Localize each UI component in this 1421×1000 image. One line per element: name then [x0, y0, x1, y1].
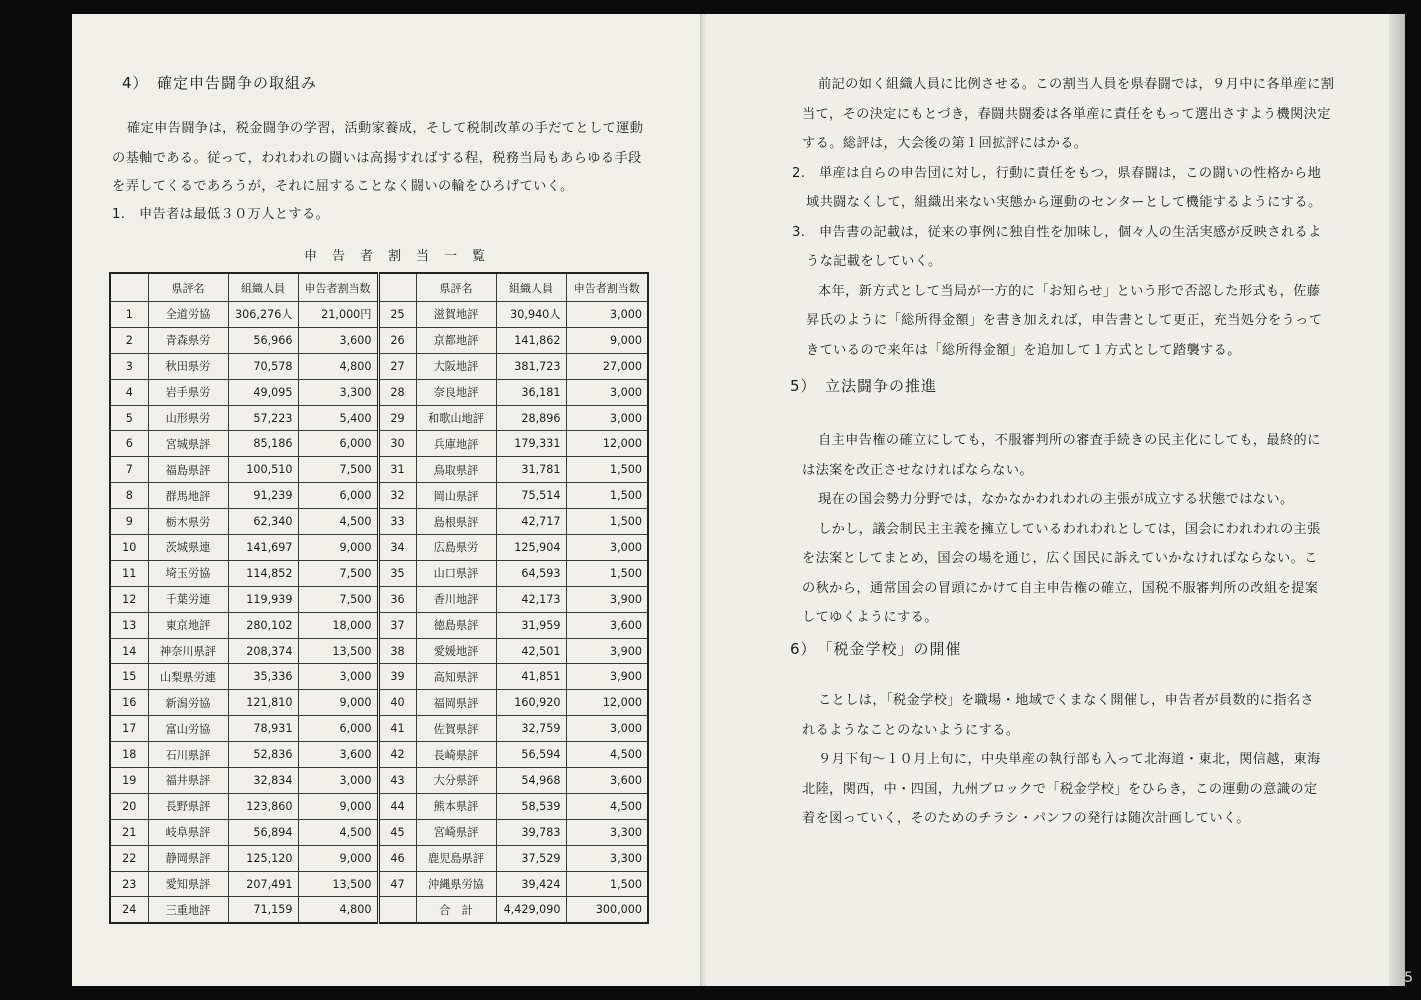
- members-count: 64,593: [496, 560, 566, 586]
- para-line: の基軸である。従って，われわれの闘いは高揚すればする程，税務当局もあらゆる手段: [112, 151, 642, 166]
- members-count: 30,940人: [496, 302, 566, 328]
- allocation-count: 3,300: [298, 379, 378, 405]
- members-count: 36,181: [496, 379, 566, 405]
- row-number: 43: [378, 768, 416, 794]
- table-row: [110, 509, 648, 535]
- org-name: 宮城県評: [148, 431, 228, 457]
- para-line: ９月下旬～１０月上旬に，中央単産の執行部も入って北海道・東北，関信越，東海: [818, 752, 1321, 767]
- allocation-count: 3,000: [566, 535, 648, 561]
- row-number: 14: [110, 638, 148, 664]
- org-name: 鳥取県評: [416, 457, 496, 483]
- allocation-count: 12,000: [566, 431, 648, 457]
- org-name: 秋田県労: [148, 353, 228, 379]
- row-number: 3: [110, 353, 148, 379]
- page-edge: [1389, 14, 1405, 986]
- row-number: 18: [110, 742, 148, 768]
- row-number: 29: [378, 405, 416, 431]
- allocation-count: 3,000: [566, 379, 648, 405]
- allocation-count: 1,500: [566, 457, 648, 483]
- org-name: 和歌山地評: [416, 405, 496, 431]
- members-count: 56,894: [228, 819, 298, 845]
- org-name: 京都地評: [416, 327, 496, 353]
- col-header: 県評名: [416, 273, 496, 302]
- org-name: 東京地評: [148, 612, 228, 638]
- row-number: 6: [110, 431, 148, 457]
- table-row: [110, 431, 648, 457]
- table-row: [110, 871, 648, 897]
- org-name: 香川地評: [416, 586, 496, 612]
- row-number: 23: [110, 871, 148, 897]
- members-count: 141,862: [496, 327, 566, 353]
- members-count: 56,966: [228, 327, 298, 353]
- allocation-count: 3,900: [566, 586, 648, 612]
- allocation-count: 7,500: [298, 586, 378, 612]
- para-line: 昇氏のように「総所得金額」を書き加えれば，申告書として更正，充当処分をうって: [806, 313, 1323, 328]
- members-count: 41,851: [496, 664, 566, 690]
- row-number: 12: [110, 586, 148, 612]
- table-row: [110, 690, 648, 716]
- table-row: [110, 483, 648, 509]
- table-row: [110, 353, 648, 379]
- table-row: [110, 457, 648, 483]
- para-line: 当て，その決定にもとづき，春闘共闘委は各単産に責任をもって選出さすよう機関決定: [802, 106, 1331, 122]
- para-line: 北陸，関西，中・四国，九州ブロックで「税金学校」をひらき，この運動の意識の定: [802, 781, 1318, 797]
- row-number: 5: [110, 405, 148, 431]
- allocation-count: 3,300: [566, 845, 648, 871]
- row-number: 13: [110, 612, 148, 638]
- table-row: [110, 664, 648, 690]
- org-name: 茨城県連: [148, 535, 228, 561]
- members-count: 35,336: [228, 664, 298, 690]
- org-name: 三重地評: [148, 897, 228, 923]
- section-4-heading: 4） 確定申告闘争の取組み: [122, 74, 318, 92]
- row-number: 36: [378, 586, 416, 612]
- row-number: [378, 897, 416, 923]
- allocation-count: 3,900: [566, 664, 648, 690]
- members-count: 39,783: [496, 819, 566, 845]
- org-name: 沖縄県労協: [416, 871, 496, 897]
- members-count: 119,939: [228, 586, 298, 612]
- org-name: 徳島県評: [416, 612, 496, 638]
- members-count: 70,578: [228, 353, 298, 379]
- table-row: [110, 793, 648, 819]
- members-count: 42,173: [496, 586, 566, 612]
- members-count: 49,095: [228, 379, 298, 405]
- row-number: 21: [110, 819, 148, 845]
- para-line: うな記載をしていく。: [806, 254, 942, 269]
- para-line: は法案を改正させなければならない。: [802, 462, 1033, 478]
- allocation-count: 9,000: [298, 845, 378, 871]
- para-line: きているので来年は「総所得金額」を追加して１方式として踏襲する。: [806, 342, 1241, 358]
- row-number: 44: [378, 793, 416, 819]
- org-name: 青森県労: [148, 327, 228, 353]
- members-count: 71,159: [228, 897, 298, 923]
- row-number: 2: [110, 327, 148, 353]
- members-count: 31,781: [496, 457, 566, 483]
- org-name: 山形県労: [148, 405, 228, 431]
- org-name: 高知県評: [416, 664, 496, 690]
- para-line: 確定申告闘争は，税金闘争の学習，活動家養成，そして税制改革の手だてとして運動: [127, 121, 644, 136]
- row-number: 10: [110, 535, 148, 561]
- row-number: 17: [110, 716, 148, 742]
- allocation-count: 9,000: [298, 793, 378, 819]
- allocation-count: 1,500: [566, 560, 648, 586]
- org-name: 広島県労: [416, 535, 496, 561]
- org-name: 島根県評: [416, 509, 496, 535]
- org-name: 兵庫地評: [416, 431, 496, 457]
- row-number: 33: [378, 509, 416, 535]
- org-name: 岩手県労: [148, 379, 228, 405]
- members-count: 28,896: [496, 405, 566, 431]
- members-count: 141,697: [228, 535, 298, 561]
- members-count: 100,510: [228, 457, 298, 483]
- members-count: 42,717: [496, 509, 566, 535]
- org-name: 群馬地評: [148, 483, 228, 509]
- members-count: 306,276人: [228, 302, 298, 328]
- org-name: 大分県評: [416, 768, 496, 794]
- row-number: 38: [378, 638, 416, 664]
- members-count: 179,331: [496, 431, 566, 457]
- allocation-count: 7,500: [298, 560, 378, 586]
- members-count: 62,340: [228, 509, 298, 535]
- row-number: 30: [378, 431, 416, 457]
- members-count: 31,959: [496, 612, 566, 638]
- row-number: 22: [110, 845, 148, 871]
- allocation-count: 6,000: [298, 483, 378, 509]
- table-row: [110, 535, 648, 561]
- org-name: 山口県評: [416, 560, 496, 586]
- allocation-count: 7,500: [298, 457, 378, 483]
- org-name: 長野県評: [148, 793, 228, 819]
- row-number: 26: [378, 327, 416, 353]
- org-name: 福井県評: [148, 768, 228, 794]
- para-line: 着を図っていく，そのためのチラシ・パンフの発行は随次計画していく。: [802, 811, 1250, 826]
- org-name: 愛媛地評: [416, 638, 496, 664]
- org-name: 静岡県評: [148, 845, 228, 871]
- members-count: 39,424: [496, 871, 566, 897]
- row-number: 42: [378, 742, 416, 768]
- row-number: 46: [378, 845, 416, 871]
- para-line: しかし，議会制民主主義を擁立しているわれわれとしては，国会にわれわれの主張: [818, 521, 1321, 537]
- row-number: 31: [378, 457, 416, 483]
- members-count: 58,539: [496, 793, 566, 819]
- row-number: 47: [378, 871, 416, 897]
- allocation-count: 3,000: [298, 664, 378, 690]
- table-row: [110, 612, 648, 638]
- col-header: 申告者割当数: [298, 273, 378, 302]
- members-count: 121,810: [228, 690, 298, 716]
- org-name: 福岡県評: [416, 690, 496, 716]
- members-count: 37,529: [496, 845, 566, 871]
- row-number: 28: [378, 379, 416, 405]
- allocation-count: 5,400: [298, 405, 378, 431]
- row-number: 8: [110, 483, 148, 509]
- org-name: 合 計: [416, 897, 496, 923]
- row-number: 19: [110, 768, 148, 794]
- org-name: 佐賀県評: [416, 716, 496, 742]
- para-line: を法案としてまとめ，国会の場を通じ，広く国民に訴えていかなければならない。こ: [802, 551, 1318, 566]
- row-number: 40: [378, 690, 416, 716]
- row-number: 24: [110, 897, 148, 923]
- org-name: 宮崎県評: [416, 819, 496, 845]
- members-count: 78,931: [228, 716, 298, 742]
- org-name: 埼玉労協: [148, 560, 228, 586]
- row-number: 37: [378, 612, 416, 638]
- para-line: れるようなことのないようにする。: [802, 722, 1020, 738]
- org-name: 鹿児島県評: [416, 845, 496, 871]
- row-number: 11: [110, 560, 148, 586]
- allocation-count: 9,000: [566, 327, 648, 353]
- row-number: 20: [110, 793, 148, 819]
- table-row: [110, 586, 648, 612]
- allocation-count: 4,800: [298, 897, 378, 923]
- members-count: 32,834: [228, 768, 298, 794]
- org-name: 山梨県労連: [148, 664, 228, 690]
- members-count: 280,102: [228, 612, 298, 638]
- members-count: 54,968: [496, 768, 566, 794]
- row-number: 35: [378, 560, 416, 586]
- para-line: 1. 申告者は最低３０万人とする。: [112, 207, 330, 222]
- row-number: 34: [378, 535, 416, 561]
- members-count: 160,920: [496, 690, 566, 716]
- table-row: [110, 560, 648, 586]
- org-name: 富山労協: [148, 716, 228, 742]
- org-name: 石川県評: [148, 742, 228, 768]
- members-count: 114,852: [228, 560, 298, 586]
- para-line: 本年，新方式として当局が一方的に「お知らせ」という形で否認した形式も，佐藤: [818, 283, 1321, 299]
- left-page: [72, 14, 702, 986]
- org-name: 全道労協: [148, 302, 228, 328]
- allocation-count: 3,300: [566, 819, 648, 845]
- col-header: 組織人員: [228, 273, 298, 302]
- table-row: [110, 405, 648, 431]
- allocation-count: 12,000: [566, 690, 648, 716]
- allocation-count: 6,000: [298, 716, 378, 742]
- members-count: 91,239: [228, 483, 298, 509]
- table-row: [110, 302, 648, 328]
- table-row: [110, 742, 648, 768]
- allocation-count: 3,600: [298, 327, 378, 353]
- table-row: [110, 716, 648, 742]
- org-name: 神奈川県評: [148, 638, 228, 664]
- org-name: 栃木県労: [148, 509, 228, 535]
- org-name: 千葉労連: [148, 586, 228, 612]
- row-number: 1: [110, 302, 148, 328]
- members-count: 123,860: [228, 793, 298, 819]
- org-name: 岡山県評: [416, 483, 496, 509]
- para-line: を弄してくるであろうが，それに屈することなく闘いの輪をひろげていく。: [112, 179, 574, 194]
- members-count: 208,374: [228, 638, 298, 664]
- org-name: 長崎県評: [416, 742, 496, 768]
- table-row: [110, 379, 648, 405]
- allocation-count: 300,000: [566, 897, 648, 923]
- members-count: 85,186: [228, 431, 298, 457]
- allocation-count: 3,000: [566, 716, 648, 742]
- row-number: 9: [110, 509, 148, 535]
- para-line: 2. 単産は自らの申告団に対し，行動に責任をもつ，県春闘は，この闘いの性格から地: [792, 165, 1322, 181]
- allocation-table: [109, 272, 649, 924]
- table-header-row: [110, 273, 648, 302]
- members-count: 125,120: [228, 845, 298, 871]
- col-header: 申告者割当数: [566, 273, 648, 302]
- org-name: 熊本県評: [416, 793, 496, 819]
- row-number: 39: [378, 664, 416, 690]
- table-row: [110, 327, 648, 353]
- allocation-count: 6,000: [298, 431, 378, 457]
- table-row: [110, 819, 648, 845]
- col-header: 県評名: [148, 273, 228, 302]
- section-5-heading: 5） 立法闘争の推進: [790, 377, 938, 395]
- allocation-count: 1,500: [566, 483, 648, 509]
- row-number: 27: [378, 353, 416, 379]
- allocation-count: 3,000: [298, 768, 378, 794]
- members-count: 207,491: [228, 871, 298, 897]
- row-number: 25: [378, 302, 416, 328]
- org-name: 岐阜県評: [148, 819, 228, 845]
- allocation-count: 3,900: [566, 638, 648, 664]
- para-line: 前記の如く組織人員に比例させる。この割当人員を県春闘では，９月中に各単産に割: [818, 77, 1335, 92]
- allocation-count: 3,000: [566, 405, 648, 431]
- right-page: [706, 14, 1389, 986]
- para-line: する。総評は，大会後の第１回拡評にはかる。: [802, 136, 1088, 151]
- section-6-heading: 6） 「税金学校」の開催: [790, 640, 962, 658]
- allocation-count: 27,000: [566, 353, 648, 379]
- para-line: 域共闘なくして，組織出来ない実態から運動のセンターとして機能するようにする。: [806, 195, 1322, 210]
- col-header: 組織人員: [496, 273, 566, 302]
- org-name: 滋賀地評: [416, 302, 496, 328]
- table-title: 申 告 者 割 当 一 覧: [304, 249, 487, 264]
- row-number: 41: [378, 716, 416, 742]
- members-count: 56,594: [496, 742, 566, 768]
- table-row: [110, 845, 648, 871]
- allocation-count: 4,500: [298, 509, 378, 535]
- allocation-count: 18,000: [298, 612, 378, 638]
- allocation-count: 3,600: [298, 742, 378, 768]
- allocation-count: 9,000: [298, 690, 378, 716]
- org-name: 大阪地評: [416, 353, 496, 379]
- row-number: 7: [110, 457, 148, 483]
- members-count: 52,836: [228, 742, 298, 768]
- table-row: [110, 638, 648, 664]
- para-line: 自主申告権の確立にしても，不服審判所の審査手続きの民主化にしても，最終的に: [818, 433, 1321, 448]
- row-number: 32: [378, 483, 416, 509]
- para-line: ことしは，「税金学校」を職場・地域でくまなく開催し，申告者が員数的に指名さ: [818, 693, 1315, 708]
- org-name: 奈良地評: [416, 379, 496, 405]
- allocation-count: 1,500: [566, 509, 648, 535]
- members-count: 125,904: [496, 535, 566, 561]
- para-line: の秋から，通常国会の冒頭にかけて自主申告権の確立，国税不服審判所の改組を提案: [802, 580, 1319, 596]
- allocation-count: 4,800: [298, 353, 378, 379]
- page-number: 5: [1404, 970, 1413, 986]
- members-count: 381,723: [496, 353, 566, 379]
- members-count: 42,501: [496, 638, 566, 664]
- org-name: 福島県評: [148, 457, 228, 483]
- row-number: 16: [110, 690, 148, 716]
- para-line: 現在の国会勢力分野では，なかなかわれわれの主張が成立する状態ではない。: [818, 492, 1294, 507]
- allocation-count: 3,000: [566, 302, 648, 328]
- allocation-count: 3,600: [566, 768, 648, 794]
- allocation-count: 3,600: [566, 612, 648, 638]
- table-row: [110, 768, 648, 794]
- row-number: 45: [378, 819, 416, 845]
- org-name: 愛知県評: [148, 871, 228, 897]
- para-line: 3. 申告書の記載は，従来の事例に独自性を加味し，個々人の生活実感が反映されるよ: [792, 224, 1322, 240]
- members-count: 4,429,090: [496, 897, 566, 923]
- allocation-count: 1,500: [566, 871, 648, 897]
- row-number: 4: [110, 379, 148, 405]
- allocation-count: 13,500: [298, 871, 378, 897]
- row-number: 15: [110, 664, 148, 690]
- table-row: [110, 897, 648, 923]
- allocation-count: 4,500: [566, 793, 648, 819]
- members-count: 75,514: [496, 483, 566, 509]
- allocation-count: 4,500: [566, 742, 648, 768]
- org-name: 新潟労協: [148, 690, 228, 716]
- allocation-count: 4,500: [298, 819, 378, 845]
- allocation-count: 9,000: [298, 535, 378, 561]
- allocation-count: 21,000円: [298, 302, 378, 328]
- members-count: 32,759: [496, 716, 566, 742]
- para-line: してゆくようにする。: [802, 610, 938, 625]
- allocation-count: 13,500: [298, 638, 378, 664]
- members-count: 57,223: [228, 405, 298, 431]
